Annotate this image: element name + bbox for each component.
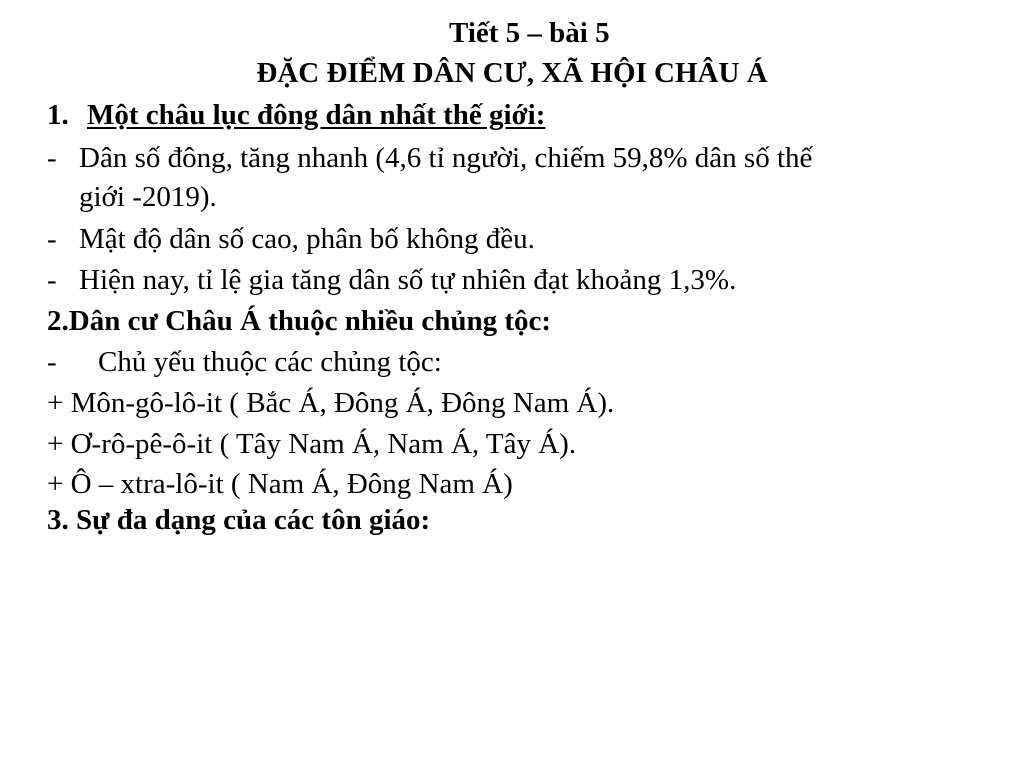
bullet3-text: Hiện nay, tỉ lệ gia tăng dân số tự nhiên đạt khoảng 1,3%.: [79, 264, 737, 296]
bullet2-text: Mật độ dân số cao, phân bố không đều.: [79, 223, 535, 255]
bullet2-marker: -: [47, 223, 57, 255]
race-item-australoid: + Ô – xtra-lô-it ( Nam Á, Đông Nam Á): [47, 468, 513, 500]
bullet1-text-cont: giới -2019).: [79, 181, 217, 213]
race-item-mongoloid: + Môn-gô-lô-it ( Bắc Á, Đông Á, Đông Nam Á).: [47, 387, 615, 419]
section1-heading: Một châu lục đông dân nhất thế giới:: [87, 99, 546, 131]
bullet1-marker: -: [47, 142, 57, 174]
bullet3-marker: -: [47, 264, 57, 296]
section3-heading: 3. Sự đa dạng của các tôn giáo:: [47, 504, 431, 536]
bullet1-text: Dân số đông, tăng nhanh (4,6 tỉ người, chiếm 59,8% dân số thế: [79, 142, 813, 174]
lesson-subtitle: ĐẶC ĐIỂM DÂN CƯ, XÃ HỘI CHÂU Á: [256, 57, 768, 89]
section2-intro-text: Chủ yếu thuộc các chủng tộc:: [98, 346, 442, 378]
lesson-title: Tiết 5 – bài 5: [449, 17, 610, 49]
race-item-europoid: + Ơ-rô-pê-ô-it ( Tây Nam Á, Nam Á, Tây Á).: [47, 428, 577, 460]
section2-heading: 2.Dân cư Châu Á thuộc nhiều chủng tộc:: [47, 305, 552, 337]
section1-number: 1.: [47, 99, 69, 131]
section2-intro-marker: -: [47, 346, 57, 378]
